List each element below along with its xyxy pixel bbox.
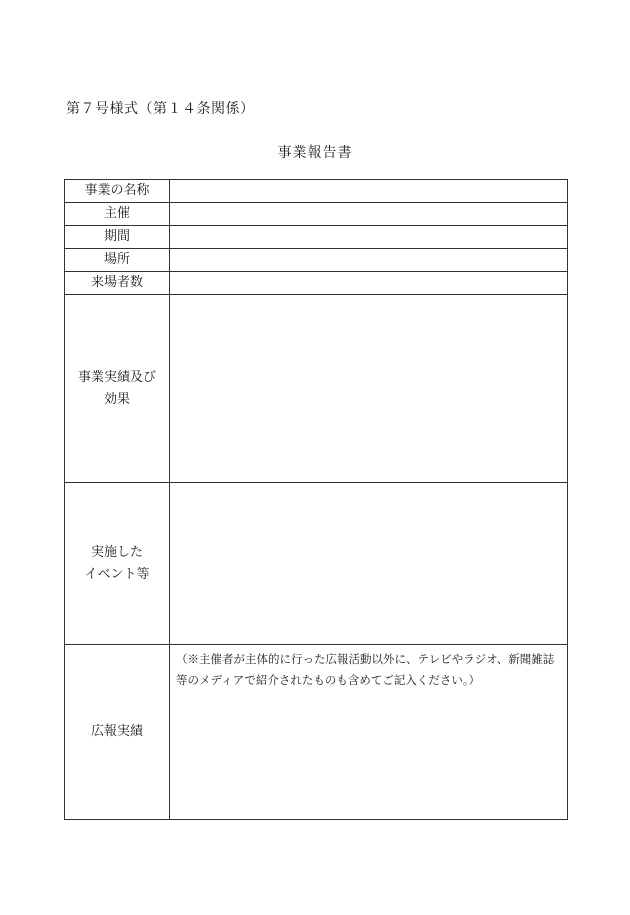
- row-visitors: [65, 272, 568, 295]
- field-venue[interactable]: [170, 249, 568, 272]
- row-venue: [65, 249, 568, 272]
- field-publicity[interactable]: [170, 645, 568, 820]
- label-events-line2: イベント等: [84, 566, 150, 582]
- field-event-name[interactable]: [170, 180, 568, 203]
- row-publicity: [65, 645, 568, 820]
- row-event-name: [65, 180, 568, 203]
- label-results: [65, 295, 170, 483]
- label-organizer: 主催: [65, 203, 170, 226]
- field-events[interactable]: [170, 483, 568, 645]
- label-events: [65, 483, 170, 645]
- row-events: [65, 483, 568, 645]
- label-period: 期間: [65, 226, 170, 249]
- publicity-note: （※主催者が主体的に行った広報活動以外に、テレビやラジオ、新聞雑誌等のメディアで紹介されたものも含めてご記入ください。）: [176, 652, 555, 687]
- label-publicity: 広報実績: [65, 645, 170, 820]
- field-visitors[interactable]: [170, 272, 568, 295]
- label-results-line1: 事業実績及び: [77, 369, 156, 385]
- label-results-line2: 効果: [103, 391, 130, 407]
- field-results[interactable]: [170, 295, 568, 483]
- row-period: [65, 226, 568, 249]
- form-number: 第７号様式（第１４条関係）: [66, 101, 255, 117]
- label-events-line1: 実施した: [90, 544, 143, 560]
- field-organizer[interactable]: [170, 203, 568, 226]
- row-organizer: [65, 203, 568, 226]
- report-table: [64, 179, 568, 820]
- row-results: [65, 295, 568, 483]
- label-event-name: 事業の名称: [65, 180, 170, 203]
- label-venue: 場所: [65, 249, 170, 272]
- document-title: 事業報告書: [277, 145, 353, 161]
- field-period[interactable]: [170, 226, 568, 249]
- label-visitors: 来場者数: [65, 272, 170, 295]
